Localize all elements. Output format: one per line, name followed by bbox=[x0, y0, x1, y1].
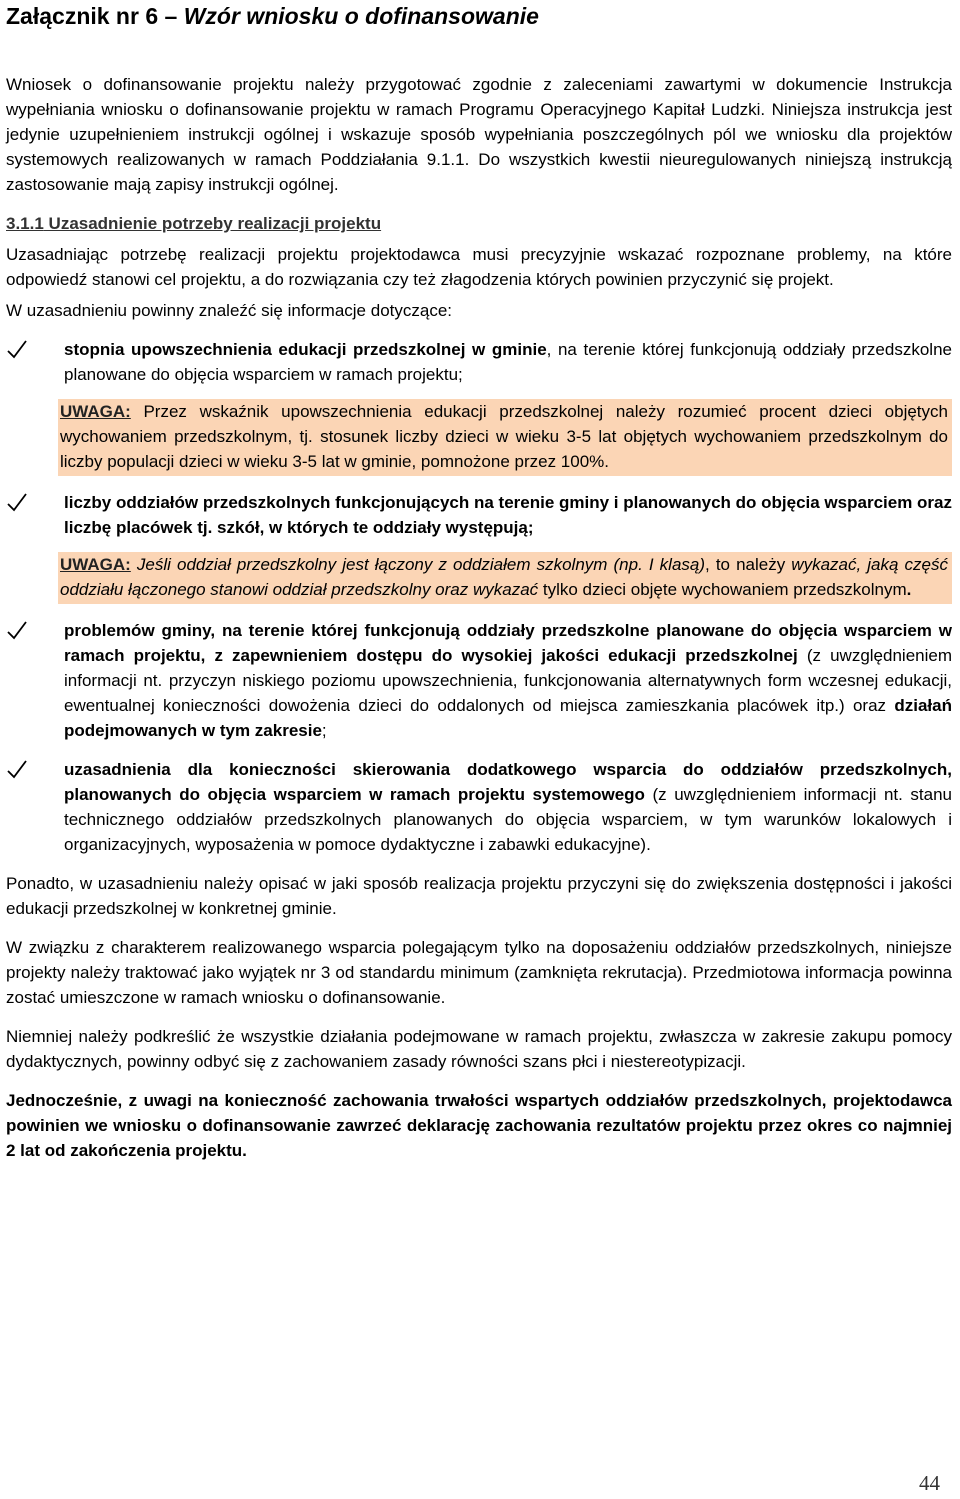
item-2-bold: liczby oddziałów przedszkolnych funkcjonujących na terenie gminy i planowanych do objęcia wsparciem oraz liczbę placówek tj. szkół, w których te oddziały występują; bbox=[64, 493, 952, 537]
paragraph-6: Jednocześnie, z uwagi na konieczność zachowania trwałości wspartych oddziałów przedszkolnych, projektodawca powinien we wniosku o dofinansowanie zawrzeć deklarację zachowania rezultatów projektu przez okres co najmniej 2 lat od zakończenia projektu. bbox=[6, 1091, 952, 1160]
paragraph-4: W związku z charakterem realizowanego wsparcia polegającym tylko na doposażeniu oddziałów przedszkolnych, niniejsze projekty należy traktować jako wyjątek nr 3 od standardu minimum (zamknięta rekrutacja). Przedmiotowa informacja powinna zostać umieszczone w ramach wniosku o dofinansowanie. bbox=[6, 938, 952, 1007]
heading-prefix: Załącznik nr 6 – bbox=[6, 3, 184, 29]
document-page bbox=[6, 0, 952, 1163]
note-2-text-1: , to należy bbox=[705, 555, 792, 574]
check-icon bbox=[6, 759, 28, 781]
section-title bbox=[6, 211, 952, 236]
section-title-text: Uzasadnienie potrzeby realizacji projektu bbox=[43, 214, 382, 233]
note-2-text-2: tylko dzieci objęte wychowaniem przedszkolnym bbox=[538, 580, 907, 599]
page-heading bbox=[6, 2, 952, 30]
note-2-end: . bbox=[906, 580, 912, 599]
note-1-text: Przez wskaźnik upowszechnienia edukacji przedszkolnej należy rozumieć procent dzieci objętych wychowaniem przedszkolnym, tj. stosunek liczby dzieci w wieku 3-5 lat objętych wychowaniem przedszkolnym do liczby populacji dzieci w wieku 3-5 lat w gminie, pomnożone przez 100%. bbox=[60, 402, 948, 471]
item-3-text: (z uwzględnieniem informacji nt. przyczyn niskiego poziomu upowszechnienia, funkcjonowania alternatywnych form wczesnej edukacji, ewentualnej konieczności dowożenia dzieci do oddalonych od miejsca zamieszkania placówek itp.) oraz bbox=[64, 646, 952, 715]
list-item bbox=[6, 618, 952, 743]
item-3-bold: problemów gminy, na terenie której funkcjonują oddziały przedszkolne planowane do objęcia wsparciem w ramach projektu, z zapewnieniem dostępu do wysokiej jakości edukacji przedszkolnej bbox=[64, 621, 952, 665]
paragraph-3: Ponadto, w uzasadnieniu należy opisać w jaki sposób realizacja projektu przyczyni się do zwiększenia dostępności i jakości edukacji przedszkolnej w konkretnej gminie. bbox=[6, 874, 952, 918]
paragraph-5: Niemniej należy podkreślić że wszystkie działania podejmowane w ramach projektu, zwłaszcza w zakresie zakupu pomocy dydaktycznych, powinny odbyć się z zachowaniem zasady równości szans płci i niestereotypizacji. bbox=[6, 1027, 952, 1071]
list-item bbox=[6, 337, 952, 387]
note-2-italic-2: wykazać, jaką część oddziału łączonego stanowi oddział przedszkolny oraz wykazać bbox=[60, 555, 948, 599]
note-1-label: UWAGA: bbox=[60, 402, 131, 421]
check-icon bbox=[6, 492, 28, 514]
item-4-bold: uzasadnienia dla konieczności skierowania dodatkowego wsparcia do oddziałów przedszkolnych, planowanych do objęcia wsparciem w ramach projektu systemowego bbox=[64, 760, 952, 804]
check-icon bbox=[6, 620, 28, 642]
item-1-text: , na terenie której funkcjonują oddziały przedszkolne planowane do objęcia wsparciem w ramach projektu; bbox=[64, 340, 952, 384]
list-item bbox=[6, 490, 952, 540]
note-box-2 bbox=[58, 552, 952, 604]
note-box-1 bbox=[58, 399, 952, 476]
item-3-text-2: ; bbox=[321, 721, 327, 740]
item-1-bold: stopnia upowszechnienia edukacji przedszkolnej w gminie bbox=[64, 340, 547, 359]
paragraph-1: Uzasadniając potrzebę realizacji projektu projektodawca musi precyzyjnie wskazać rozpoznane problemy, na które odpowiedź stanowi cel projektu, a do rozwiązania czy też złagodzenia których powinien przyczynić się projekt. bbox=[6, 245, 952, 289]
item-3-bold-2: działań podejmowanych w tym zakresie bbox=[64, 696, 952, 740]
page-number: 44 bbox=[919, 1471, 940, 1495]
paragraph-2: W uzasadnieniu powinny znaleźć się informacje dotyczące: bbox=[6, 301, 453, 320]
heading-title: Wzór wniosku o dofinansowanie bbox=[183, 3, 539, 29]
item-4-text: (z uwzględnieniem informacji nt. stanu technicznego oddziałów przedszkolnych planowanych do objęcia wsparciem, w tym warunków lokalowych i organizacyjnych, wyposażenia w pomoce dydaktyczne i zabawki edukacyjne). bbox=[64, 785, 952, 854]
check-icon bbox=[6, 339, 28, 361]
note-2-label: UWAGA: bbox=[60, 555, 131, 574]
list-item bbox=[6, 757, 952, 857]
intro-paragraph: Wniosek o dofinansowanie projektu należy przygotować zgodnie z zaleceniami zawartymi w dokumencie Instrukcja wypełniania wniosku o dofinansowanie projektu w ramach Programu Operacyjnego Kapitał Ludzki. Niniejsza instrukcja jest jedynie uzupełnieniem instrukcji ogólnej i wskazuje sposób wypełniania poszczególnych pól we wniosku dla projektów systemowych realizowanych w ramach Poddziałania 9.1.1. Do wszystkich kwestii nieuregulowanych niniejszą instrukcją zastosowanie mają zapisy instrukcji ogólnej. bbox=[6, 75, 952, 194]
section-number: 3.1.1 bbox=[6, 214, 44, 233]
note-2-italic: Jeśli oddział przedszkolny jest łączony z oddziałem szkolnym (np. I klasą) bbox=[130, 555, 706, 574]
